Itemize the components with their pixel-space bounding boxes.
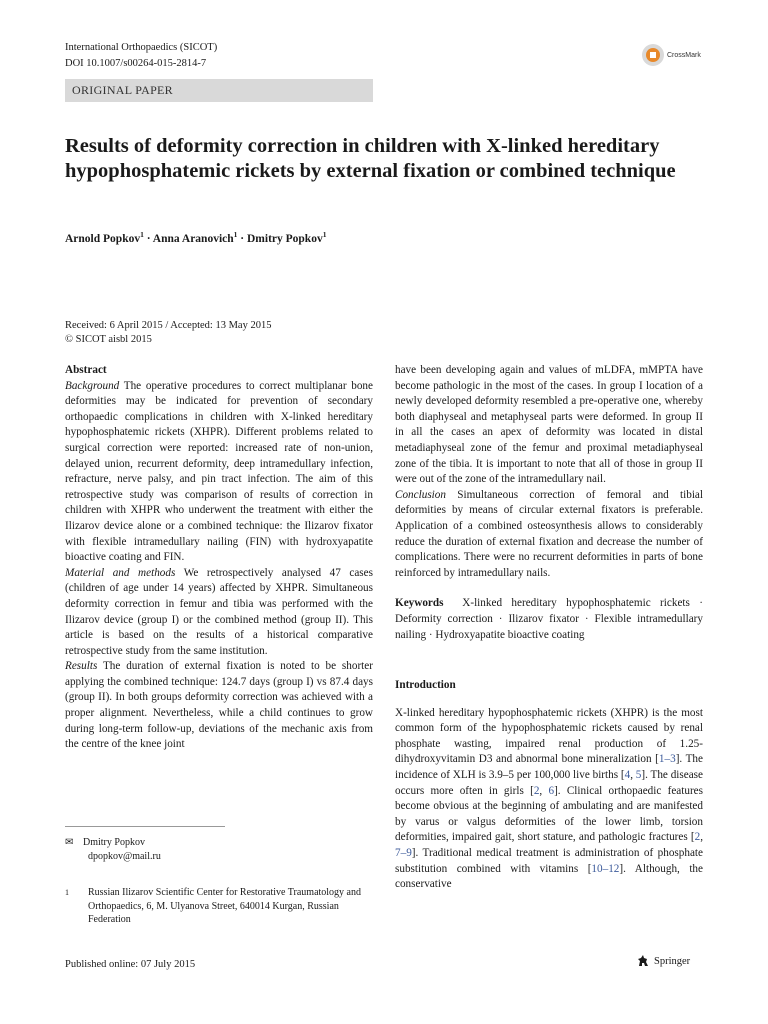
citation-link[interactable]: 4 — [624, 769, 631, 782]
section-label: ORIGINAL PAPER — [72, 83, 173, 97]
author-separator: · — [143, 232, 153, 245]
affiliation-text: Russian Ilizarov Scientific Center for Restorative Traumatology and Orthopaedics, 6, M. Ulyanova Street, 640014 Kurgan, Russian Federation — [88, 887, 361, 925]
correspondence-name: Dmitry Popkov — [83, 837, 145, 848]
affiliation — [65, 886, 373, 927]
correspondence-email[interactable]: dpopkov@mail.ru — [88, 850, 161, 862]
abstract-background — [65, 379, 373, 566]
citation-link[interactable]: 7–9 — [395, 847, 412, 860]
author-name[interactable]: Arnold Popkov — [65, 232, 141, 245]
introduction-text-segment: , — [700, 831, 703, 844]
paper-title: Results of deformity correction in children with X-linked hereditary hypophosphatemic rickets by external fixation or combined technique — [65, 135, 676, 182]
introduction-text — [395, 706, 703, 893]
author-name[interactable]: Dmitry Popkov — [246, 232, 323, 245]
introduction-text-segment: ]. Clinical orthopaedic features become obvious at the beginning of ambulating and are manifested by varus or valgus deformities of the lower limb, torsion deformities, impaired gait, short stature, and pathologic fractures [ — [395, 784, 704, 844]
author-separator: · — [237, 232, 247, 245]
abstract-conclusion — [395, 488, 703, 582]
introduction-heading: Introduction — [395, 679, 456, 692]
citation-link[interactable]: 5 — [635, 769, 642, 782]
results-text-continued: have been developing again and values of mLDFA, mMPTA have become pathologic in the most of the cases. In group I location of a newly developed deformity resembled a pre-operative one, whereby both diaphyseal and metaphyseal parts were deformed. In group II in all the cases an apex of deformity was located in distal metadiaphyseal zone of the femur and proximal metadiaphyseal zone of the tibia. It is important to note that all of those in group II were out of the zone of the intramedullary nail. — [395, 364, 703, 486]
affiliation-number: 1 — [65, 888, 69, 897]
right-column — [395, 363, 703, 893]
doi[interactable]: DOI 10.1007/s00264-015-2814-7 — [65, 58, 207, 69]
article-dates — [65, 319, 271, 346]
journal-header — [65, 40, 217, 72]
introduction-text-segment: , — [630, 769, 636, 782]
abstract-heading: Abstract — [65, 364, 107, 376]
results-text: The duration of external fixation is noted to be shorter applying the combined technique: 124.7 days (group I) vs 87.4 days (group II). In both groups deformity correction was achieved with a proper alignment. Nevertheless, while a child continues to grow during long-term follow-up, deviations of the mechanic axis from the centre of the knee joint — [65, 660, 373, 751]
published-date: Published online: 07 July 2015 — [65, 959, 196, 970]
author-affiliation-mark: 1 — [140, 230, 144, 239]
received-accepted: Received: 6 April 2015 / Accepted: 13 May 2015 — [65, 320, 272, 331]
author-name[interactable]: Anna Aranovich — [152, 232, 234, 245]
envelope-icon: ✉ — [65, 837, 74, 848]
crossmark-label: CrossMark — [667, 51, 701, 59]
abstract-results-continued — [395, 363, 703, 488]
citation-link[interactable]: 10–12 — [591, 862, 620, 875]
left-column — [65, 363, 373, 753]
citation-link[interactable]: 2 — [694, 831, 701, 844]
citation-link[interactable]: 6 — [548, 784, 555, 797]
section-bar — [65, 79, 373, 102]
crossmark-badge[interactable] — [642, 44, 701, 66]
author-affiliation-mark: 1 — [233, 230, 238, 239]
crossmark-icon — [642, 44, 664, 66]
keywords-label: Keywords — [395, 597, 444, 610]
author-affiliation-mark: 1 — [322, 230, 327, 239]
conclusion-text: Simultaneous correction of femoral and tibial deformities by means of circular external fixators is preferable. Application of a combined osteosynthesis allows to considerably reduce the duration of external fixation and decrease the number of complications. There were no recurrent deformities in parts of bone reinforced by intramedullary nails. — [395, 488, 704, 579]
methods-label: Material and methods — [65, 566, 176, 579]
introduction-text-segment: ]. The incidence of XLH is 3.9–5 per 100,000 live births [ — [395, 753, 703, 782]
methods-text: We retrospectively analysed 47 cases (children of age under 14 years) affected by XHPR. Simultaneous deformity correction in femur and tibia was performed with the Ilizarov device (group I) or the combined method (group II). This article is based on the results of a historical comparative retrospective study from the same institution. — [65, 566, 373, 657]
springer-horse-icon — [636, 954, 650, 968]
abstract-results-start — [65, 659, 373, 753]
conclusion-label: Conclusion — [395, 488, 446, 501]
keywords — [395, 596, 703, 643]
footnote-rule — [65, 826, 225, 827]
copyright: © SICOT aisbl 2015 — [65, 333, 152, 345]
abstract-methods — [65, 566, 373, 660]
citation-link[interactable]: 1–3 — [658, 753, 676, 766]
citation-link[interactable]: 2 — [533, 784, 540, 797]
background-text: The operative procedures to correct multiplanar bone deformities may be indicated for prevention of secondary orthopaedic complications in children with X-linked hereditary hypophosphatemic rickets (XHPR). Different problems related to surgical correction were reported: increased rate of non-union, delayed union, recurrent deformity, deep intramedullary infection, refracture, nerve palsy, and pin tract infection. The aim of this retrospective study was comparison of results of correction in children with XHPR who underwent the treatment with either the Ilizarov device alone or a combined technique: the Ilizarov fixator with flexible intramedullary nailing (FIN) with hydroxyapatite bioactive coating and FIN. — [65, 379, 373, 564]
keywords-text: X-linked hereditary hypophosphatemic rickets · Deformity correction · Ilizarov fixator · Flexible intramedullary nailing · Hydroxyapatite bioactive coating — [395, 597, 703, 641]
publisher-logo[interactable] — [636, 954, 690, 968]
introduction-text-segment: ]. Although, the conservative — [395, 862, 703, 891]
introduction-text-segment: , — [539, 784, 549, 797]
background-label: Background — [65, 379, 120, 392]
correspondence — [65, 836, 373, 863]
author-list — [65, 230, 326, 245]
results-label: Results — [65, 660, 98, 673]
journal-name: International Orthopaedics (SICOT) — [65, 42, 218, 53]
introduction-text-segment: X-linked hereditary hypophosphatemic rickets (XHPR) is the most common form of the hypophosphatemic rickets caused by renal phosphate wasting, impaired renal production of 1.25-dihydroxyvitamin D3 and abnormal bone mineralization [ — [395, 706, 703, 766]
introduction-text-segment: ]. The disease occurs more often in girls [ — [395, 769, 704, 797]
introduction-text-segment: ]. Traditional medical treatment is administration of phosphate substitution combined with vitamins [ — [395, 847, 703, 875]
publisher-name: Springer — [654, 955, 691, 967]
